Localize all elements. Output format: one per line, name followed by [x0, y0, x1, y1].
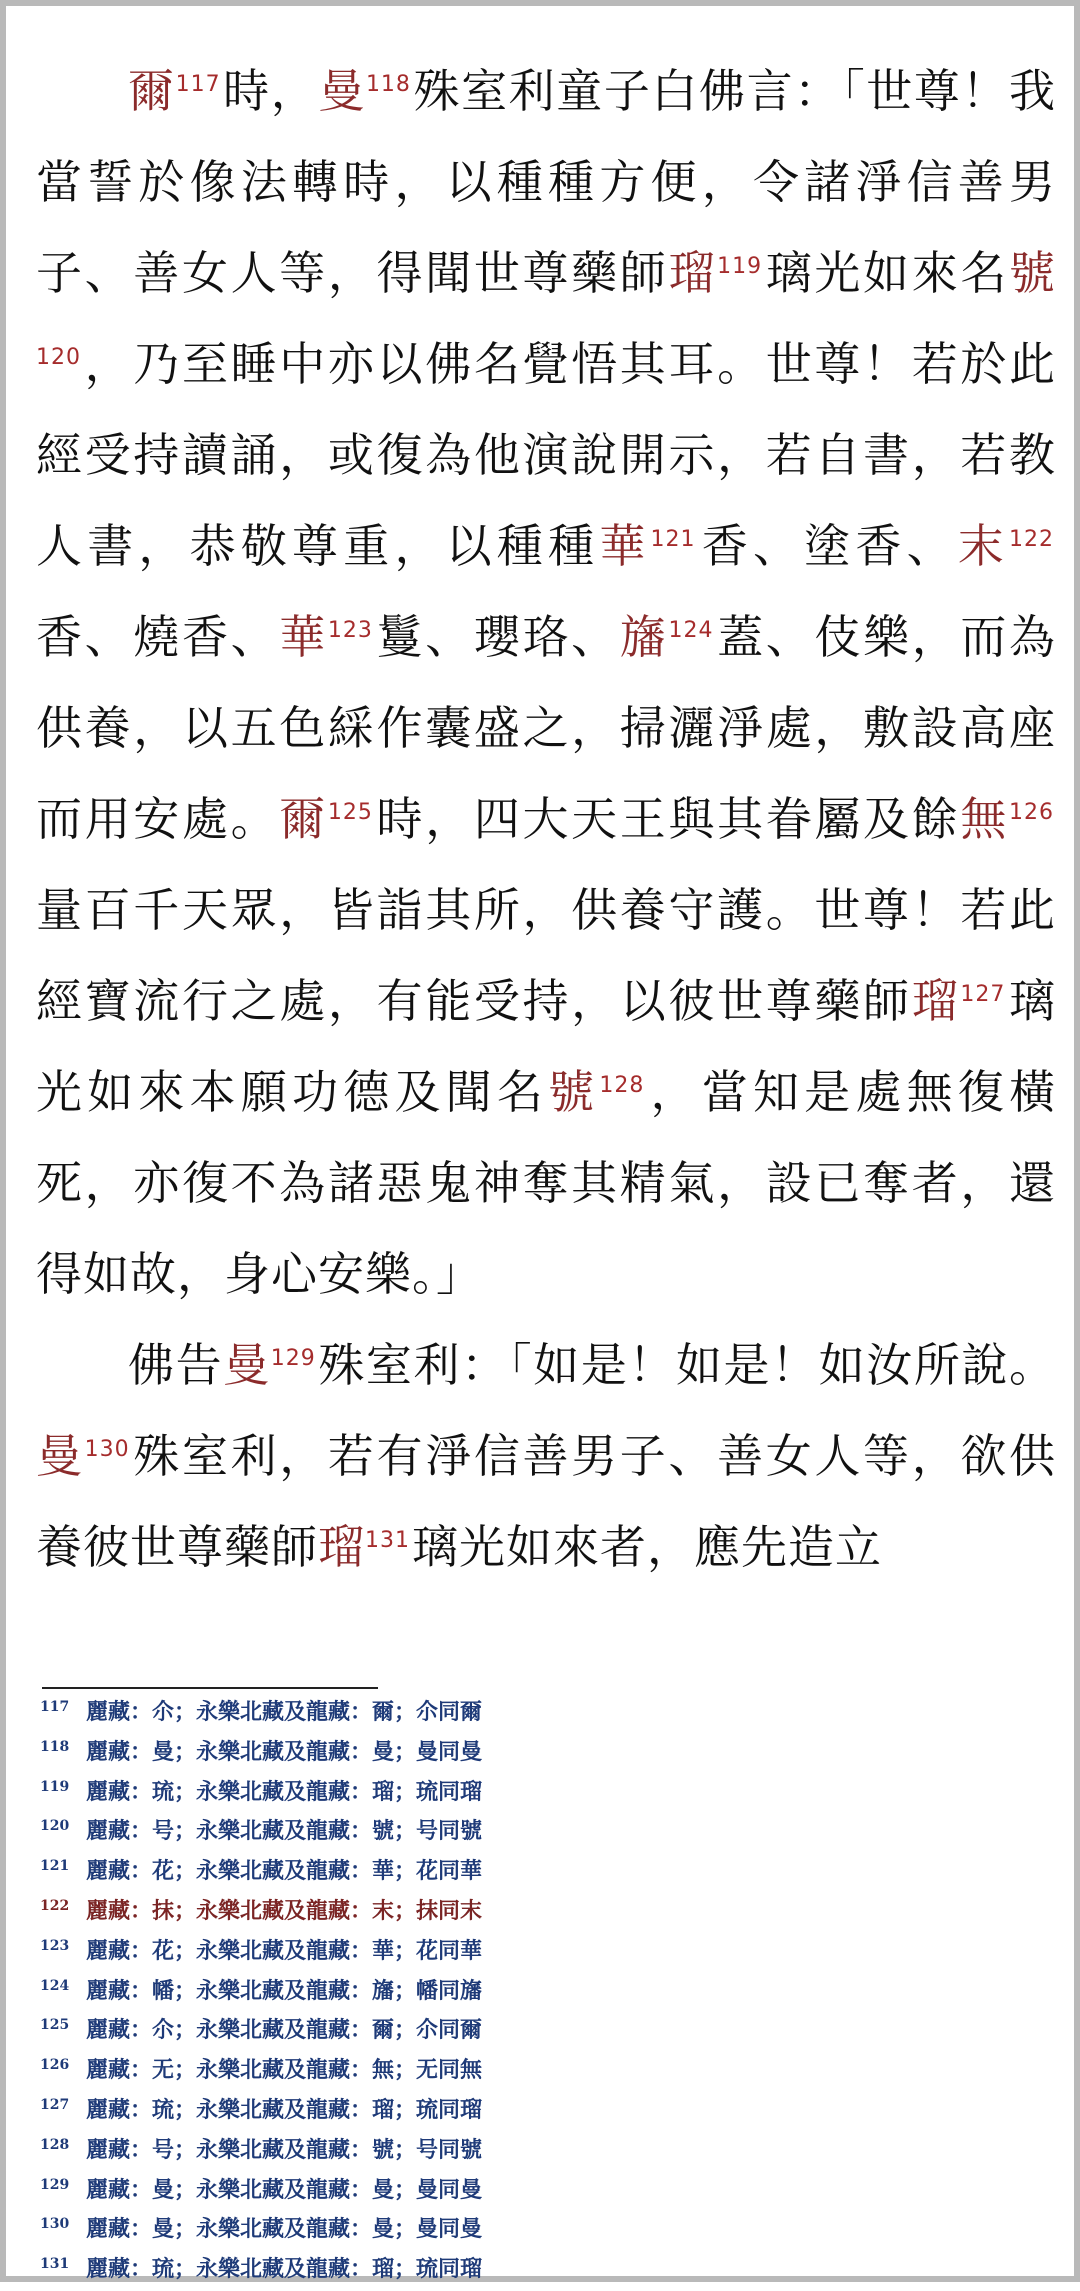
variant-character-text: 號 — [548, 1065, 600, 1119]
text-run: 璃光如來名 — [764, 246, 1010, 300]
footnote-number: 117 — [40, 1699, 70, 1715]
footnote-number: 126 — [40, 2057, 70, 2074]
footnote-text: 麗藏：曼；永樂北藏及龍藏：曼；曼同曼 — [86, 1738, 483, 1765]
footnote-item — [40, 2092, 740, 2132]
text-run: 時， — [222, 64, 319, 118]
footnote-number: 124 — [40, 1977, 70, 1994]
footnote-text: 麗藏：号；永樂北藏及龍藏：號；号同號 — [86, 1818, 483, 1845]
footnote-marker[interactable]: 121 — [650, 526, 696, 552]
variant-character-text: 曼 — [318, 64, 366, 118]
text-run: 香、燒香、 — [36, 610, 280, 664]
variant-character-text: 末 — [957, 519, 1010, 573]
footnote-marker[interactable]: 127 — [960, 981, 1006, 1007]
footnote-marker[interactable]: 126 — [1009, 799, 1055, 825]
footnote-marker[interactable]: 120 — [36, 344, 81, 370]
footnote-item — [40, 2172, 740, 2212]
footnote-number: 128 — [40, 2136, 70, 2153]
variant-character-text: 爾 — [128, 64, 176, 118]
footnote-marker[interactable]: 124 — [668, 617, 714, 643]
footnote-number: 129 — [40, 2176, 70, 2193]
footnote-marker[interactable]: 130 — [84, 1436, 130, 1462]
footnote-text: 麗藏：幡；永樂北藏及龍藏：旛；幡同旛 — [86, 1977, 483, 2004]
paragraph — [36, 1320, 1056, 1593]
footnote-number: 118 — [40, 1738, 70, 1755]
variant-character — [318, 1520, 412, 1574]
text-run: 璃光如來者，應先造立 — [412, 1520, 882, 1574]
footnote-text: 麗藏：花；永樂北藏及龍藏：華；花同華 — [86, 1858, 483, 1885]
variant-character-text: 爾 — [279, 792, 328, 846]
footnote-item — [40, 2052, 740, 2092]
footnote-text: 麗藏：曼；永樂北藏及龍藏：曼；曼同曼 — [86, 2176, 483, 2203]
footnote-item — [40, 1893, 740, 1933]
footnote-text: 麗藏：无；永樂北藏及龍藏：無；无同無 — [86, 2057, 483, 2084]
footnote-text: 麗藏：抹；永樂北藏及龍藏：末；抹同末 — [86, 1897, 483, 1924]
footnote-number: 127 — [40, 2096, 70, 2113]
variant-character — [960, 792, 1056, 846]
variant-character-text: 無 — [960, 792, 1010, 846]
variant-character — [620, 610, 716, 664]
variant-character-text: 曼 — [36, 1429, 85, 1483]
variant-character — [223, 1338, 318, 1392]
variant-character-text: 旛 — [619, 610, 669, 664]
footnote-text: 麗藏：琉；永樂北藏及龍藏：瑠；琉同瑠 — [86, 2256, 483, 2283]
text-run: 量百千天眾，皆詣其所，供養守護。世尊！若此經寶流行之處，有能受持，以彼世尊藥師 — [36, 883, 1056, 1028]
variant-character — [548, 1065, 646, 1119]
text-run: 香、塗香、 — [697, 519, 958, 573]
footnote-item — [40, 1853, 740, 1893]
variant-character — [668, 246, 764, 300]
variant-character — [599, 519, 697, 573]
variant-character-text: 瑠 — [668, 246, 718, 300]
variant-character — [912, 974, 1008, 1028]
variant-character-text: 瑠 — [911, 974, 961, 1028]
footnote-marker[interactable]: 128 — [599, 1072, 645, 1098]
variant-character-text: 曼 — [223, 1338, 271, 1392]
footnote-number: 125 — [40, 2017, 70, 2034]
footnote-text: 麗藏：琉；永樂北藏及龍藏：瑠；琉同瑠 — [86, 1778, 483, 1805]
text-run: 鬘、瓔珞、 — [374, 610, 620, 664]
footnote-number: 122 — [40, 1897, 70, 1914]
text-run: ，當知是處無復橫死，亦復不為諸惡鬼神奪其精氣，設已奪者，還得如故，身心安樂。」 — [36, 1065, 1057, 1301]
footnote-item — [40, 2132, 740, 2172]
footnote-text: 麗藏：花；永樂北藏及龍藏：華；花同華 — [86, 1937, 483, 1964]
footnote-number: 130 — [40, 2216, 70, 2233]
footnote-item — [40, 1774, 740, 1814]
footnote-marker[interactable]: 129 — [270, 1345, 316, 1371]
text-run: 佛告 — [128, 1338, 224, 1392]
footnote-divider — [42, 1687, 378, 1689]
footnote-text: 麗藏：号；永樂北藏及龍藏：號；号同號 — [86, 2136, 483, 2163]
text-run: 時，四大天王與其眷屬及餘 — [374, 792, 961, 846]
footnote-item — [40, 1973, 740, 2013]
footnote-marker[interactable]: 119 — [717, 253, 763, 279]
sutra-text — [36, 46, 1056, 1593]
footnote-item — [40, 2012, 740, 2052]
footnote-item — [40, 1933, 740, 1973]
variant-character — [279, 792, 375, 846]
footnote-item — [40, 1694, 740, 1734]
variant-character — [279, 610, 375, 664]
footnote-number: 119 — [40, 1778, 70, 1795]
text-run: 蓋、伎樂，而為供養，以五色綵作囊盛之，掃灑淨處，敷設高座而用安處。 — [36, 610, 1057, 846]
footnote-text: 麗藏：尒；永樂北藏及龍藏：爾；尒同爾 — [86, 1699, 483, 1725]
paragraph — [36, 46, 1056, 1320]
footnote-number: 121 — [40, 1858, 70, 1875]
footnote-item — [40, 2251, 740, 2291]
footnote-item — [40, 2211, 740, 2251]
variant-character — [958, 519, 1056, 573]
variant-character — [128, 64, 223, 118]
footnote-text: 麗藏：尒；永樂北藏及龍藏：爾；尒同爾 — [86, 2017, 483, 2044]
footnote-marker[interactable]: 125 — [327, 799, 373, 825]
text-run: 殊室利童子白佛言：「世尊！我當誓於像法轉時，以種種方便，令諸淨信善男子、善女人等，得聞世尊藥師 — [36, 64, 1057, 300]
variant-character-text: 號 — [1009, 246, 1057, 300]
variant-character-text: 華 — [599, 519, 651, 573]
footnote-marker[interactable]: 118 — [365, 71, 411, 97]
variant-character-text: 瑠 — [318, 1520, 365, 1574]
footnote-marker[interactable]: 117 — [175, 71, 221, 97]
text-run: 璃光如來本願功德及聞名 — [36, 974, 1057, 1119]
footnote-text: 麗藏：曼；永樂北藏及龍藏：曼；曼同曼 — [86, 2216, 483, 2243]
footnote-number: 131 — [40, 2256, 70, 2273]
footnote-text: 麗藏：琉；永樂北藏及龍藏：瑠；琉同瑠 — [86, 2096, 483, 2123]
footnote-item — [40, 1813, 740, 1853]
footnote-marker[interactable]: 122 — [1009, 526, 1055, 552]
footnote-marker[interactable]: 123 — [327, 617, 373, 643]
text-run: ，乃至睡中亦以佛名覺悟其耳。世尊！若於此經受持讀誦，或復為他演說開示，若自書，若教人書，恭敬尊重，以種種 — [36, 337, 1056, 573]
footnote-number: 123 — [40, 1937, 70, 1954]
footnote-item — [40, 1734, 740, 1774]
text-run: 殊室利：「如是！如是！如汝所說。 — [317, 1338, 1057, 1392]
variant-character-text: 華 — [279, 610, 328, 664]
footnote-marker[interactable]: 131 — [365, 1527, 410, 1553]
variant-character — [318, 64, 413, 118]
text-run: 殊室利，若有淨信善男子、善女人等，欲供養彼世尊藥師 — [36, 1429, 1057, 1574]
footnote-number: 120 — [40, 1818, 70, 1835]
variant-character — [36, 1429, 132, 1483]
footnotes-list — [40, 1694, 740, 2291]
